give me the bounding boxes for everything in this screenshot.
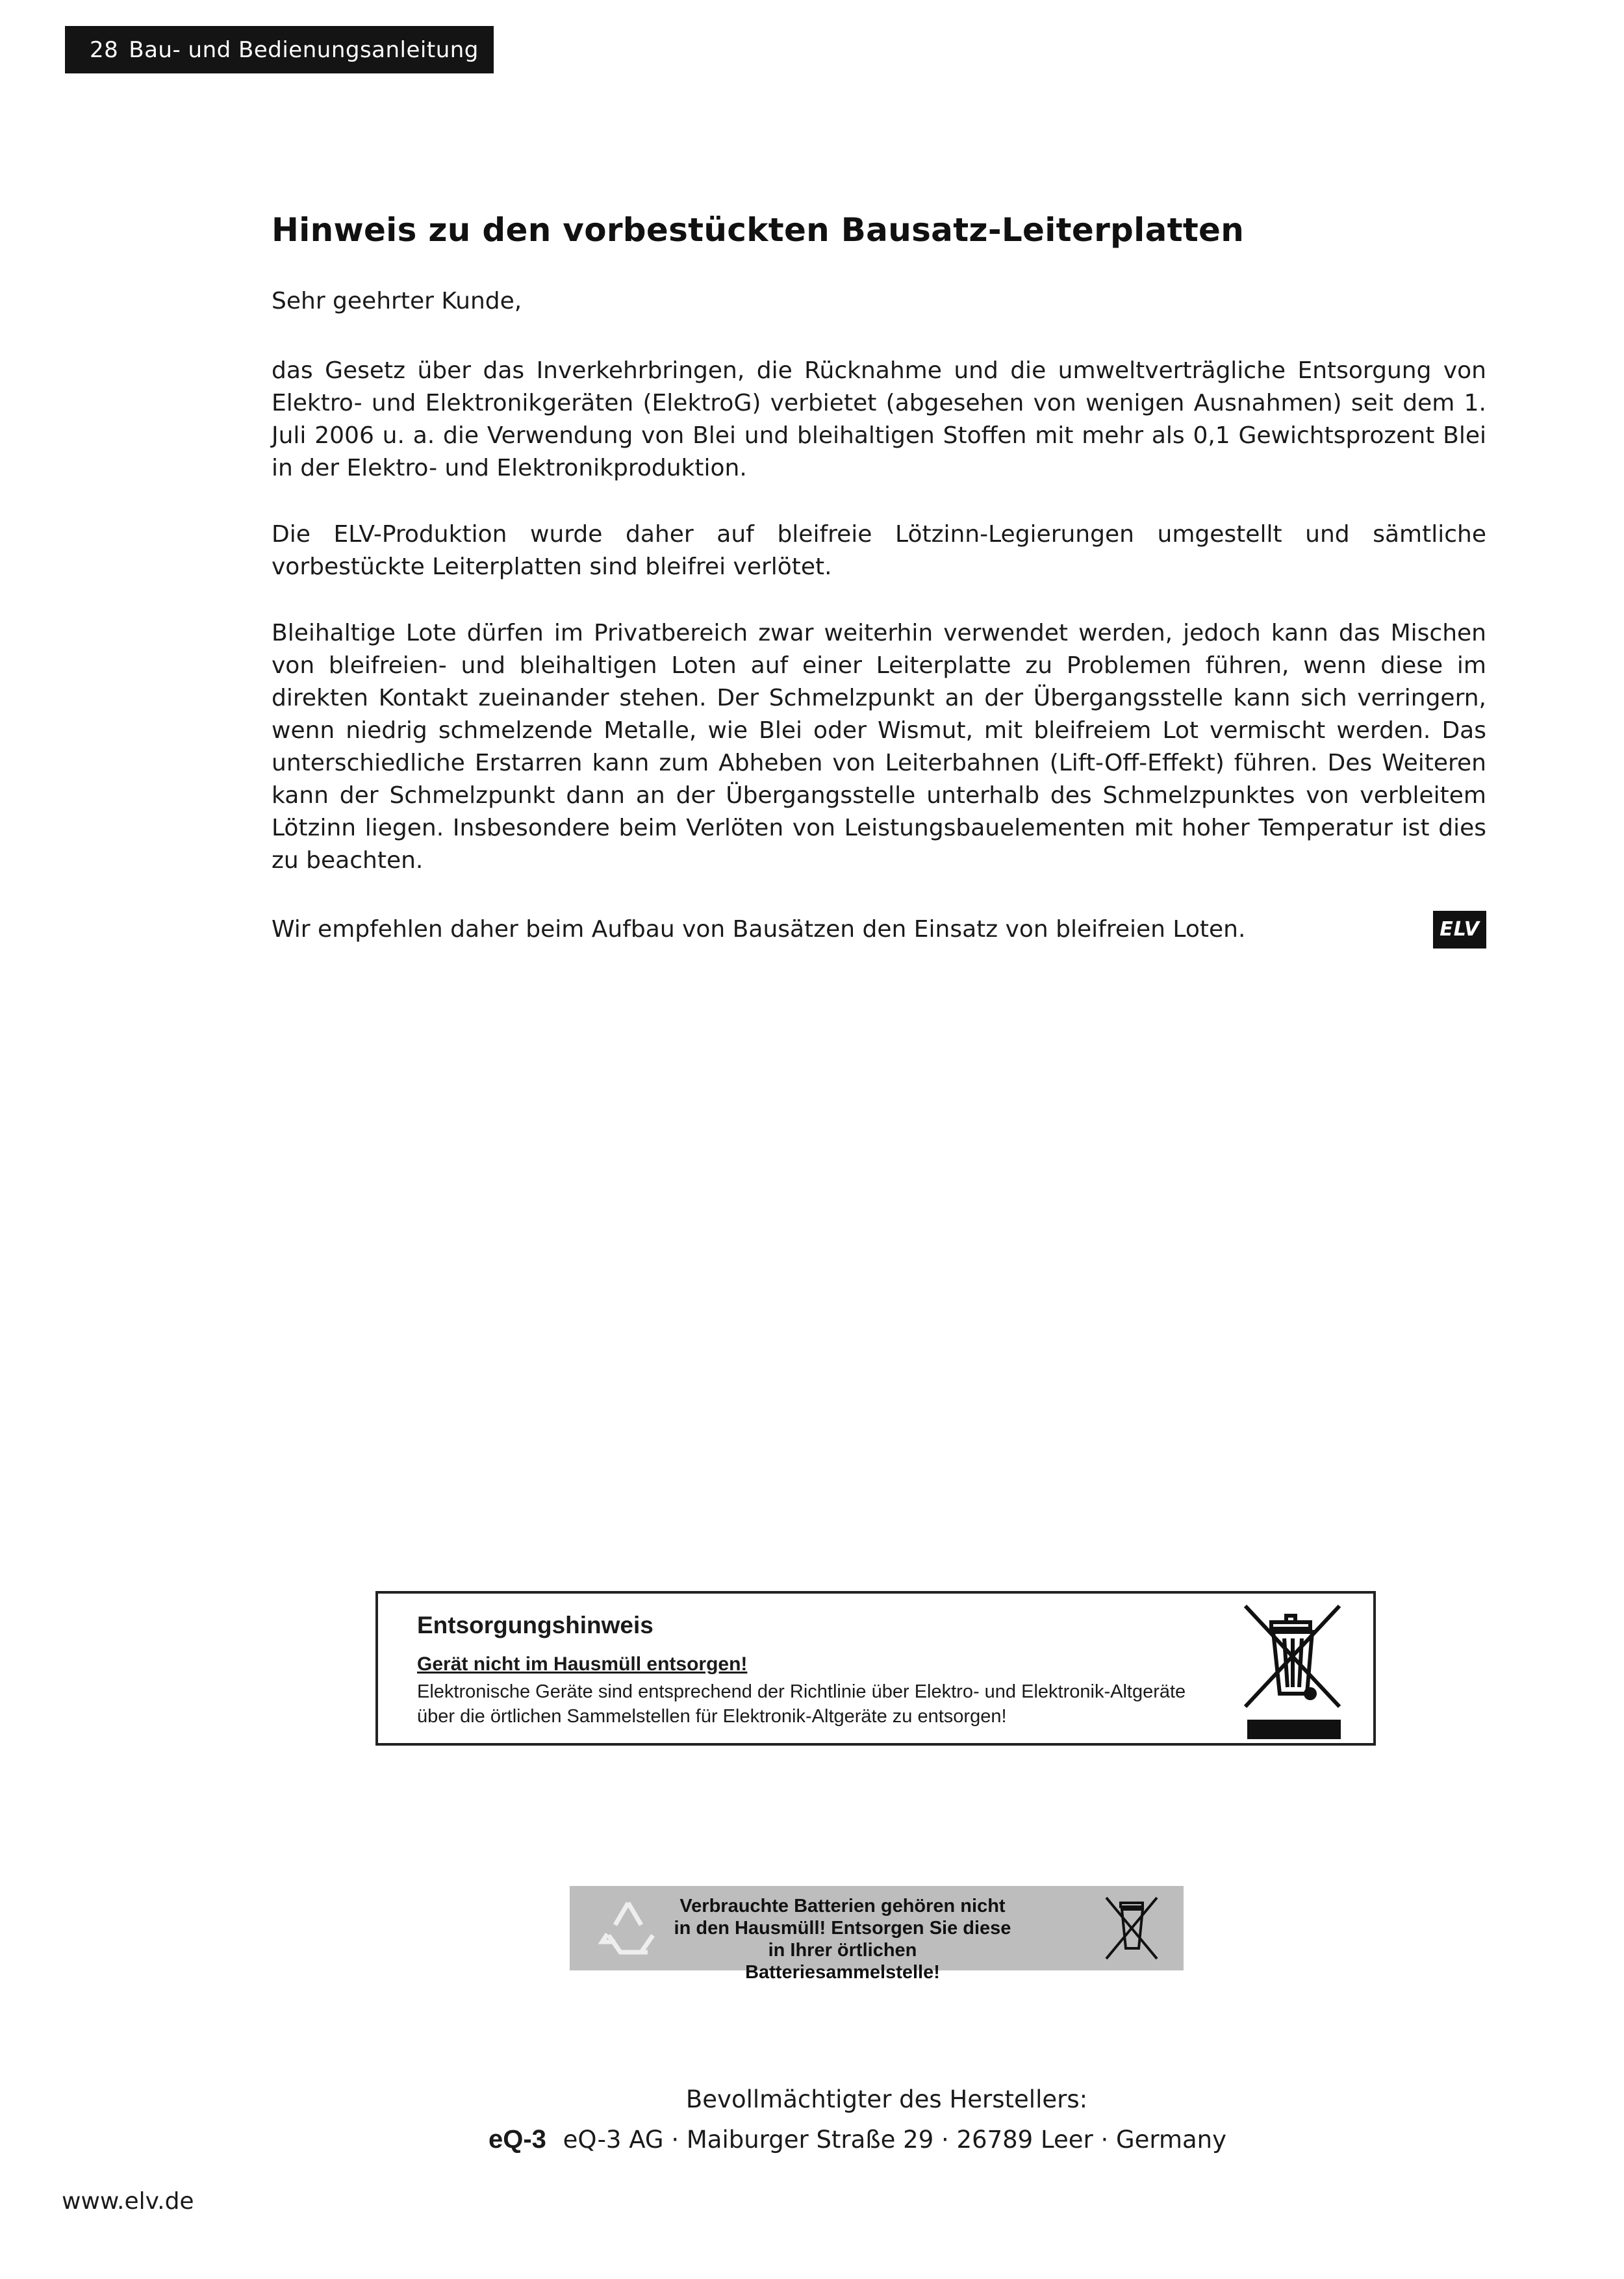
header-label: Bau- und Bedienungsanleitung	[129, 36, 479, 63]
manufacturer-info	[0, 2085, 1624, 2154]
website-link[interactable]: www.elv.de	[62, 2188, 194, 2215]
notice-title: Hinweis zu den vorbestückten Bausatz-Leiterplatten	[272, 211, 1245, 249]
crossed-out-wheelie-bin-icon	[1242, 1603, 1346, 1739]
eq3-logo: eQ-3	[488, 2125, 546, 2154]
greeting: Sehr geehrter Kunde,	[272, 288, 522, 314]
closing-text: Wir empfehlen daher beim Aufbau von Bausätzen den Einsatz von bleifreien Loten.	[272, 916, 1246, 943]
manufacturer-address-line	[91, 2125, 1624, 2154]
disposal-subtitle: Gerät nicht im Hausmüll entsorgen!	[417, 1653, 748, 1675]
elv-logo: ELV	[1433, 911, 1486, 949]
disposal-notice-box	[375, 1591, 1376, 1746]
battery-notice-text: Verbrauchte Batterien gehören nicht in den Hausmüll! Entsorgen Sie diese in Ihrer örtlichen Batteriesammelstelle!	[674, 1896, 1011, 1983]
recycle-icon	[596, 1895, 661, 1960]
page-number: 28	[90, 36, 119, 63]
paragraph-1: das Gesetz über das Inverkehrbringen, die Rücknahme und die umweltverträgliche Entsorgung von Elektro- und Elektronikgeräten (ElektroG) verbietet (abgesehen von wenigen Ausnahmen) seit dem 1. Juli 2006 u. a. die Verwendung von Blei und bleihaltigen Stoffen mit mehr als 0,1 Gewichtsprozent Blei in der Elektro- und Elektronikproduktion.	[272, 357, 1486, 481]
notice-section	[272, 211, 1486, 949]
paragraph-3: Bleihaltige Lote dürfen im Privatbereich zwar weiterhin verwendet werden, jedoch kann das Mischen von bleifreien- und bleihaltigen Loten auf einer Leiterplatte zu Problemen führen, wenn diese im direkten Kontakt zueinander stehen. Der Schmelzpunkt an der Übergangsstelle kann sich verringern, wenn niedrig schmelzende Metalle, wie Blei oder Wismut, mit bleifreiem Lot vermischt werden. Das unterschiedliche Erstarren kann zum Abheben von Leiterbahnen (Lift-Off-Effekt) führen. Des Weiteren kann der Schmelzpunkt dann an der Übergangsstelle unterhalb des Schmelzpunktes von verbleitem Lötzinn liegen. Insbesondere beim Verlöten von Leistungsbauelementen mit hoher Temperatur ist dies zu beachten.	[272, 620, 1486, 874]
paragraph-2: Die ELV-Produktion wurde daher auf bleifreie Lötzinn-Legierungen umgestellt und sämtliche vorbestückte Leiterplatten sind bleifrei verlötet.	[272, 521, 1486, 580]
disposal-title: Entsorgungshinweis	[417, 1612, 653, 1638]
manufacturer-address: eQ-3 AG · Maiburger Straße 29 · 26789 Leer · Germany	[563, 2126, 1227, 2154]
page-header	[65, 26, 494, 73]
crossed-out-bin-icon	[1102, 1894, 1161, 1964]
manufacturer-label: Bevollmächtigter des Herstellers:	[685, 2085, 1088, 2113]
closing-line	[272, 911, 1486, 949]
battery-notice-box	[570, 1886, 1184, 1983]
disposal-text: Elektronische Geräte sind entsprechend der Richtlinie über Elektro- und Elektronik-Altgeräte über die örtlichen Sammelstellen für Elektronik-Altgeräte zu entsorgen!	[417, 1681, 1186, 1727]
